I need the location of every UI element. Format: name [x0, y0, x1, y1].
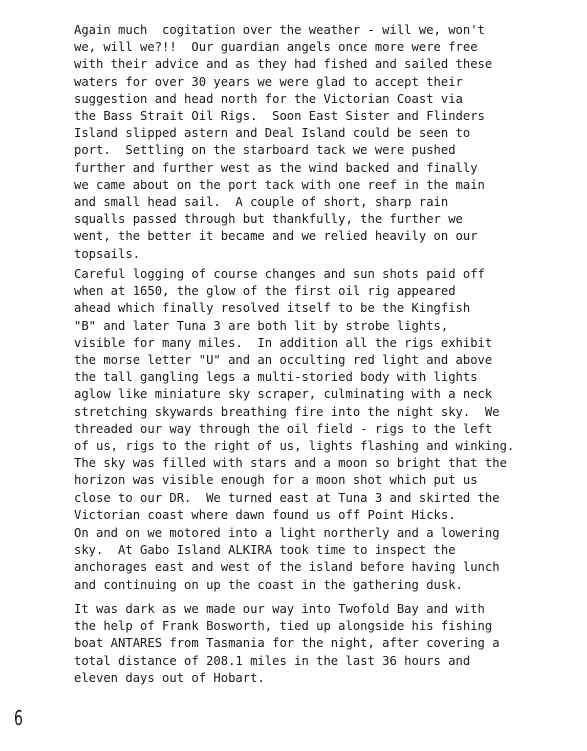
- text-line: of us, rigs to the right of us, lights flashing and winking.: [74, 439, 515, 454]
- paragraph-gabo-island: [74, 525, 574, 594]
- paragraph-twofold-bay: [74, 601, 574, 687]
- text-line: with their advice and as they had fished and sailed these: [74, 57, 493, 72]
- text-line: waters for over 30 years we were glad to accept their: [74, 74, 463, 89]
- text-line: port. Settling on the starboard tack we were pushed: [74, 143, 456, 158]
- text-line: when at 1650, the glow of the first oil rig appeared: [74, 284, 456, 299]
- text-line: sky. At Gabo Island ALKIRA took time to inspect the: [74, 543, 456, 558]
- paragraph-oil-rigs: [74, 266, 574, 524]
- text-line: suggestion and head north for the Victorian Coast via: [74, 91, 463, 106]
- text-line: It was dark as we made our way into Twofold Bay and with: [74, 602, 485, 616]
- text-line: "B" and later Tuna 3 are both lit by strobe lights,: [74, 318, 449, 333]
- text-line: the help of Frank Bosworth, tied up alongside his fishing: [74, 619, 493, 634]
- text-line: anchorages east and west of the island before having lunch: [74, 560, 500, 575]
- text-line: Victorian coast where dawn found us off Point Hicks.: [74, 507, 456, 522]
- text-line: boat ANTARES from Tasmania for the night, after covering a: [74, 636, 500, 651]
- page-number: 6: [14, 706, 23, 730]
- paragraph-weather: [74, 22, 574, 263]
- text-line: squalls passed through but thankfully, the further we: [74, 212, 463, 227]
- text-line: On and on we motored into a light northerly and a lowering: [74, 526, 500, 540]
- text-line: the tall gangling legs a multi-storied body with lights: [74, 370, 478, 385]
- text-line: aglow like miniature sky scraper, culminating with a neck: [74, 387, 493, 402]
- text-line: total distance of 208.1 miles in the last 36 hours and: [74, 653, 471, 668]
- text-line: horizon was visible enough for a moon shot which put us: [74, 473, 478, 488]
- text-line: further and further west as the wind backed and finally: [74, 160, 478, 175]
- text-line: we, will we?!! Our guardian angels once more were free: [74, 40, 478, 55]
- text-line: The sky was filled with stars and a moon so bright that the: [74, 456, 507, 471]
- text-line: eleven days out of Hobart.: [74, 670, 265, 685]
- text-line: and continuing on up the coast in the gathering dusk.: [74, 577, 463, 592]
- text-line: the Bass Strait Oil Rigs. Soon East Sister and Flinders: [74, 109, 485, 124]
- text-line: the morse letter "U" and an occulting red light and above: [74, 353, 493, 368]
- text-line: visible for many miles. In addition all the rigs exhibit: [74, 335, 493, 350]
- text-line: topsails.: [74, 246, 141, 261]
- text-line: Careful logging of course changes and sun shots paid off: [74, 267, 485, 281]
- text-line: stretching skywards breathing fire into the night sky. We: [74, 404, 500, 419]
- text-line: ahead which finally resolved itself to be the Kingfish: [74, 301, 471, 316]
- text-line: Island slipped astern and Deal Island could be seen to: [74, 126, 471, 141]
- text-line: went, the better it became and we relied heavily on our: [74, 229, 478, 244]
- text-line: Again much cogitation over the weather - will we, won't: [74, 23, 485, 37]
- text-line: we came about on the port tack with one reef in the main: [74, 177, 485, 192]
- text-line: threaded our way through the oil field - rigs to the left: [74, 421, 493, 436]
- text-line: close to our DR. We turned east at Tuna 3 and skirted the: [74, 490, 500, 505]
- text-line: and small head sail. A couple of short, sharp rain: [74, 195, 449, 210]
